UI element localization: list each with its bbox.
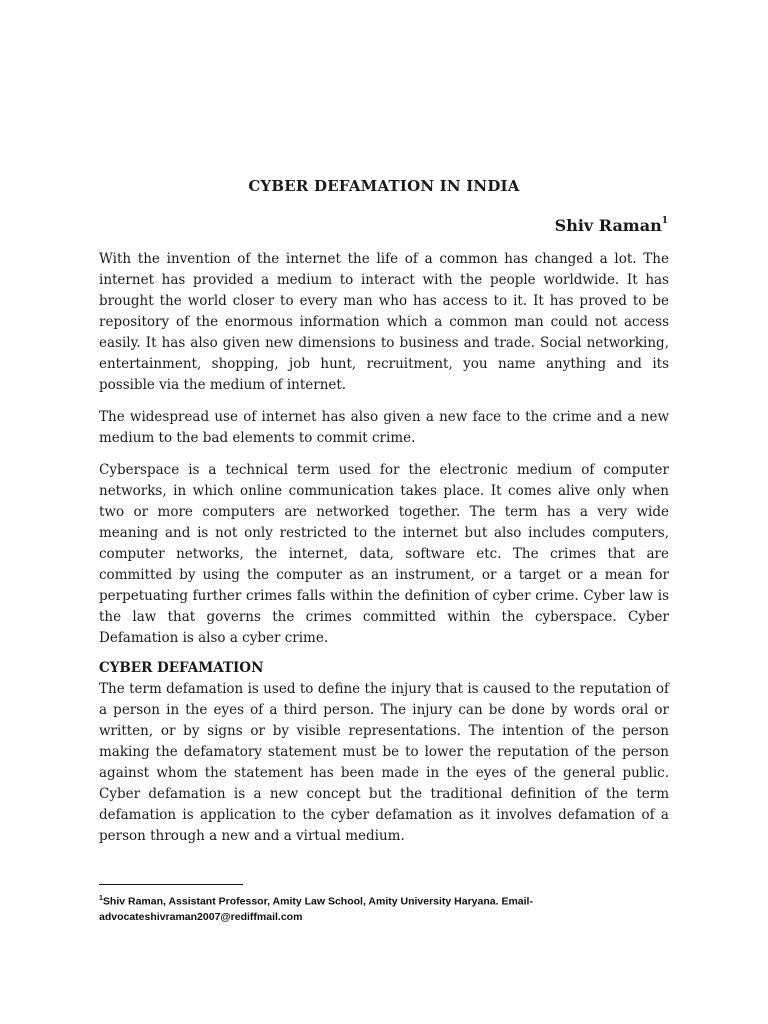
document-body (99, 249, 669, 847)
document-title: CYBER DEFAMATION IN INDIA (248, 177, 520, 195)
footnote-text: Shiv Raman, Assistant Professor, Amity Law School, Amity University Haryana. Email-advocateshivraman2007@rediffmail.com (99, 895, 533, 923)
author-name (555, 216, 668, 235)
footnote-separator (99, 884, 243, 885)
paragraph-internet-invention: With the invention of the internet the life of a common has changed a lot. The internet has provided a medium to interact with the people worldwide. It has brought the world closer to every man who has access to it. It has proved to be repository of the enormous information which a common man could not access easily. It has also given new dimensions to business and trade. Social networking, entertainment, shopping, job hunt, recruitment, you name anything and its possible via the medium of internet. (99, 251, 669, 393)
author-footnote-marker[interactable]: 1 (661, 215, 668, 226)
footnote-marker: 1 (99, 895, 103, 902)
paragraph-internet-crime: The widespread use of internet has also given a new face to the crime and a new medium to the bad elements to commit crime. (99, 409, 669, 446)
author-name-text: Shiv Raman (554, 216, 662, 235)
paragraph-cyberspace: Cyberspace is a technical term used for the electronic medium of computer networks, in which online communication takes place. It comes alive only when two or more computers are networked together. The term has a very wide meaning and is not only restricted to the internet but also includes computers, computer networks, the internet, data, software etc. The crimes that are committed by using the computer as an instrument, or a target or a mean for perpetuating further crimes falls within the definition of cyber crime. Cyber law is the law that governs the crimes committed within the cyberspace. Cyber Defamation is also a cyber crime. (99, 462, 669, 646)
paragraph-defamation-definition: The term defamation is used to define the injury that is caused to the reputation of a person in the eyes of a third person. The injury can be done by words oral or written, or by signs or by visible representations. The intention of the person making the defamatory statement must be to lower the reputation of the person against whom the statement has been made in the eyes of the general public. Cyber defamation is a new concept but the traditional definition of the term defamation is application to the cyber defamation as it involves defamation of a person through a new and a virtual medium. (99, 681, 669, 844)
footnote (99, 891, 669, 925)
section-heading-cyber-defamation: CYBER DEFAMATION (99, 660, 264, 676)
